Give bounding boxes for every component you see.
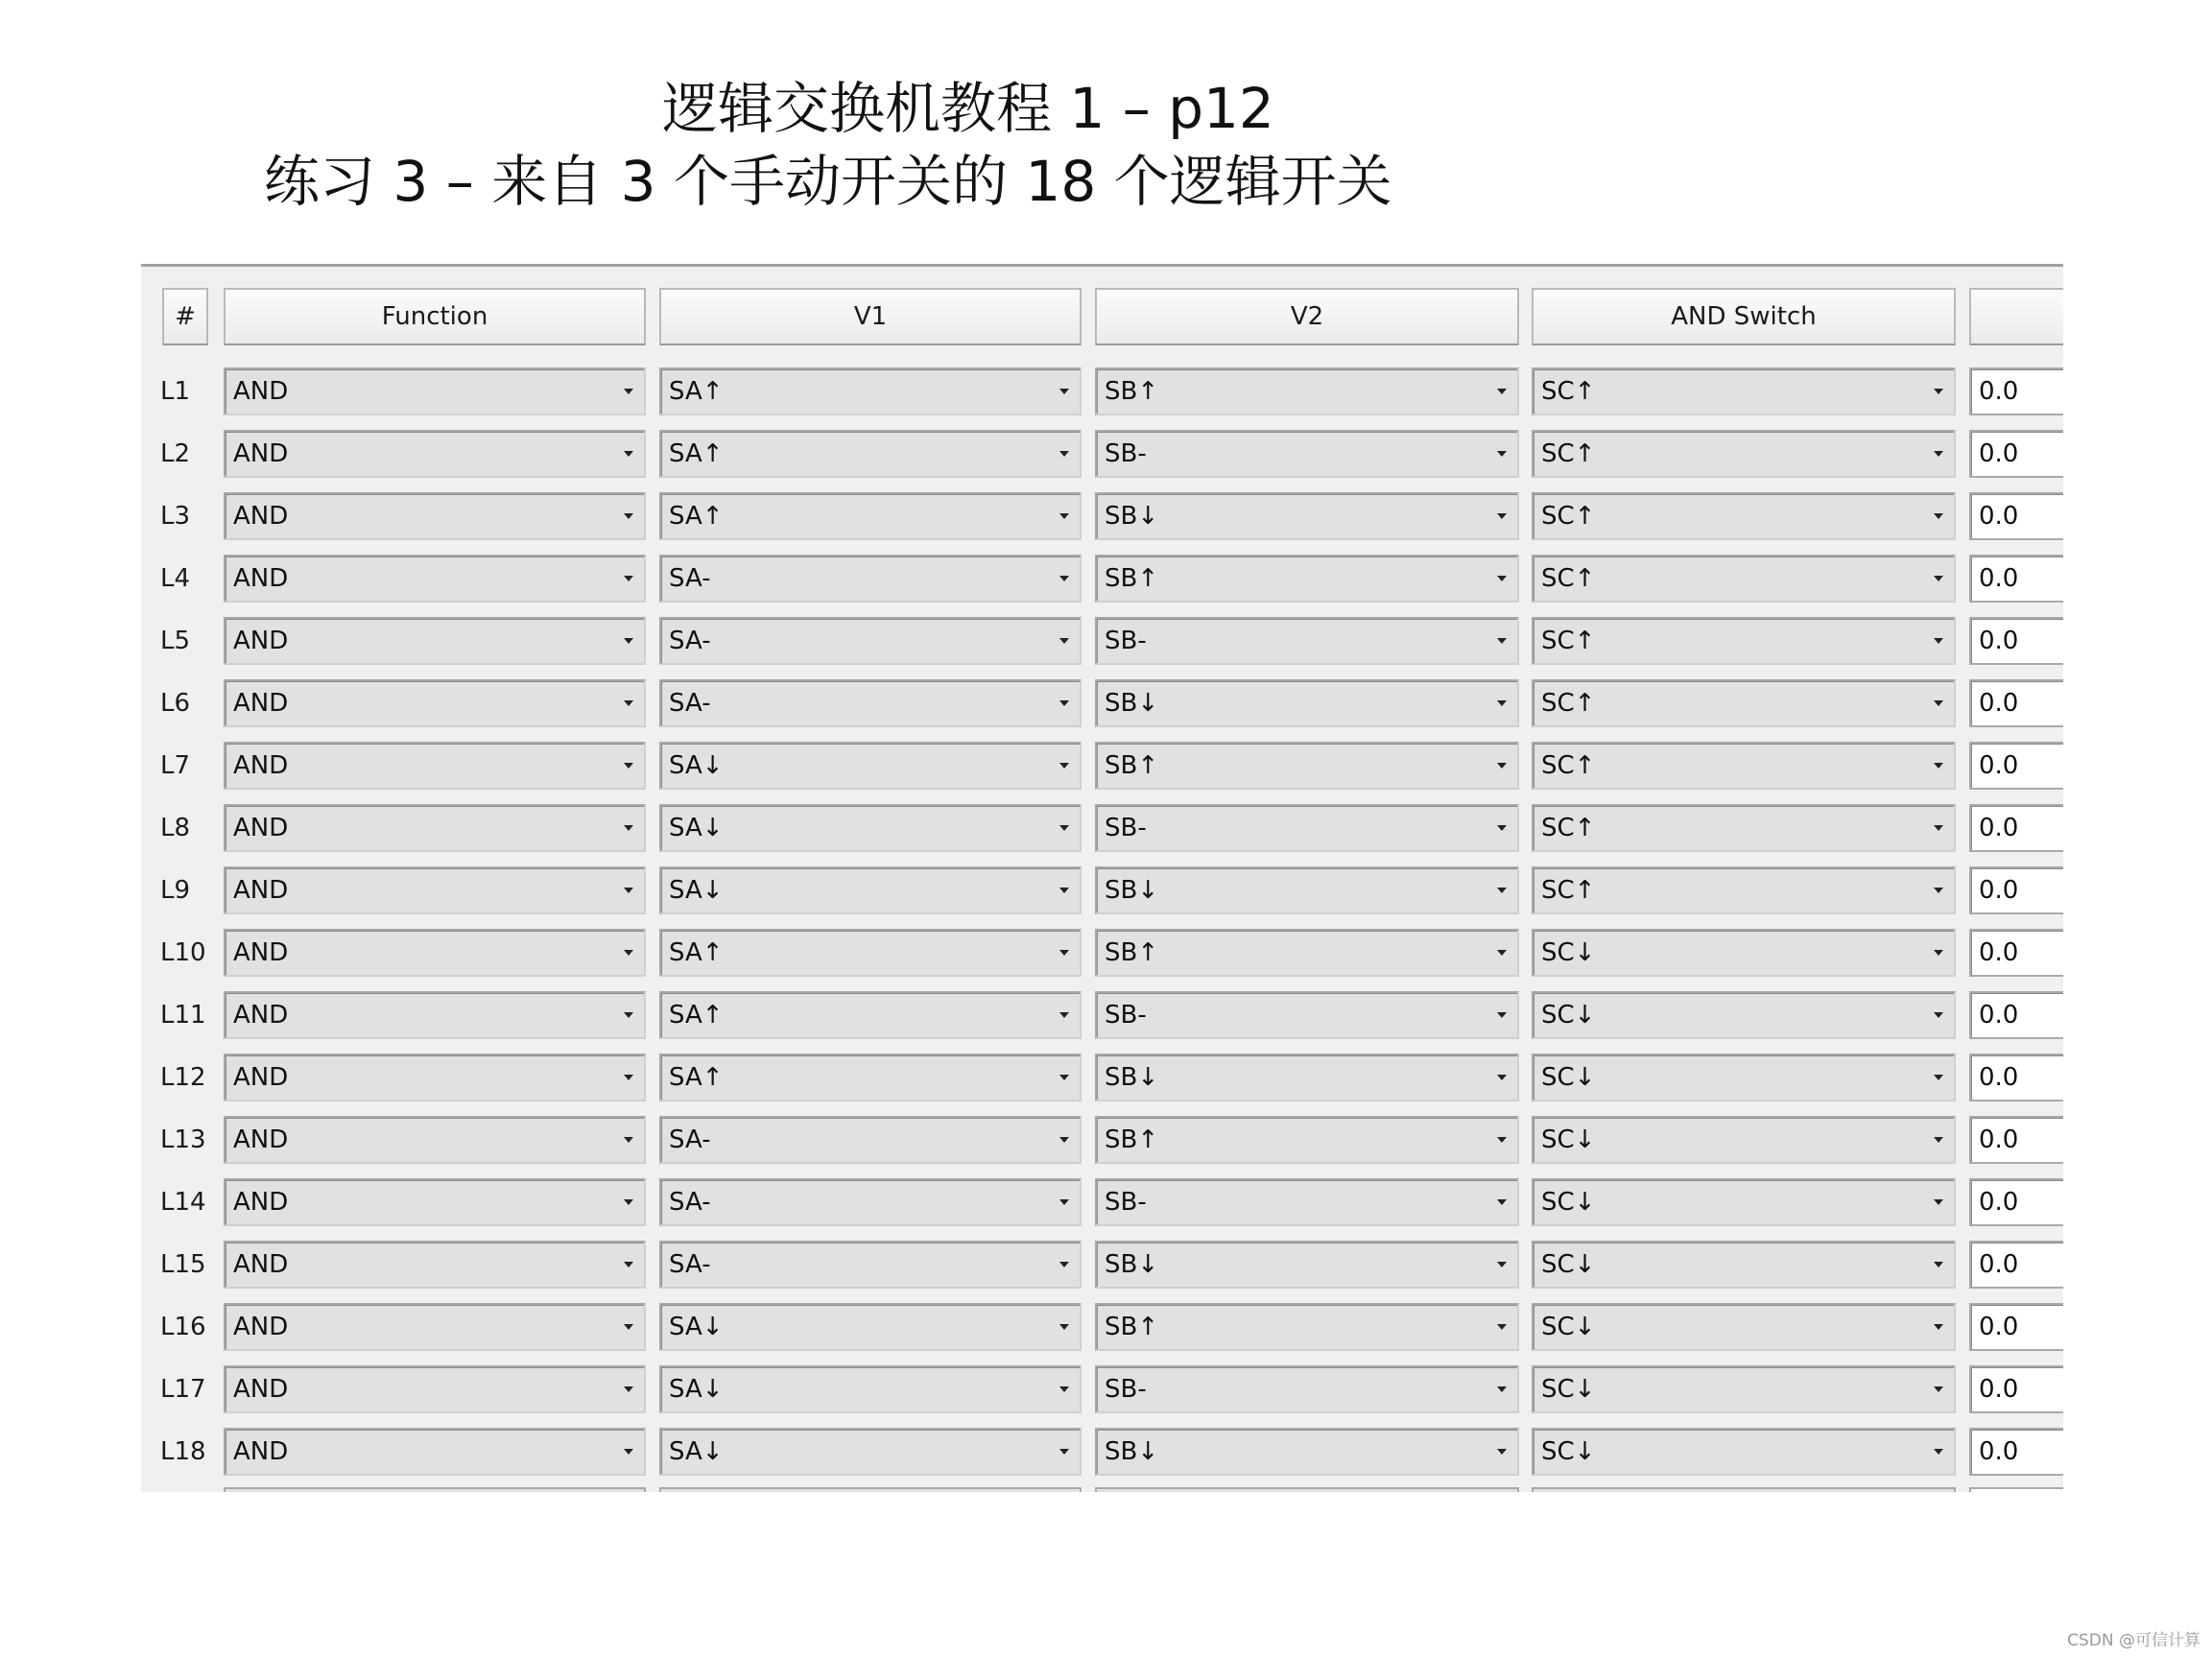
v1-select[interactable] — [659, 991, 1082, 1039]
v1-select[interactable] — [659, 1365, 1082, 1413]
and-switch-select-value: SC↑ — [1541, 564, 1596, 593]
v2-select-value: SB↑ — [1105, 938, 1159, 967]
v2-select-value: SB↑ — [1105, 751, 1159, 780]
function-select-value: AND — [233, 1313, 289, 1341]
v1-select-value: SA↓ — [669, 751, 724, 780]
chevron-down-icon[interactable] — [617, 432, 640, 476]
and-switch-select-value: SC↓ — [1541, 1188, 1596, 1217]
v1-select-value: SA↑ — [669, 439, 724, 468]
v2-select-value: SB- — [1105, 814, 1147, 842]
and-switch-select[interactable] — [1532, 1241, 1956, 1289]
and-switch-select-value: SC↑ — [1541, 876, 1596, 905]
row-label: L7 — [160, 751, 191, 780]
chevron-down-icon[interactable] — [1927, 494, 1950, 538]
v2-select-value: SB↓ — [1105, 1250, 1159, 1279]
duration-input[interactable]: 0.0 — [1969, 367, 2063, 415]
chevron-down-icon[interactable] — [1490, 1367, 1513, 1411]
function-select[interactable] — [224, 1428, 646, 1476]
chevron-down-icon[interactable] — [1053, 1305, 1076, 1349]
row-label: L6 — [160, 689, 191, 718]
v2-select-value: SB↓ — [1105, 689, 1159, 718]
chevron-down-icon[interactable] — [617, 806, 640, 850]
duration-input[interactable]: 0.0 — [1969, 804, 2063, 852]
and-switch-select[interactable] — [1532, 555, 1956, 603]
v2-select-value: SB- — [1105, 1375, 1147, 1404]
v2-select-value: SB- — [1105, 439, 1147, 468]
v1-select-value: SA- — [669, 1125, 711, 1154]
chevron-down-icon[interactable] — [1053, 744, 1076, 788]
row-label: L2 — [160, 439, 191, 468]
v1-select[interactable] — [659, 367, 1082, 415]
v2-select-value: SB- — [1105, 1001, 1147, 1030]
and-switch-select[interactable] — [1532, 617, 1956, 665]
chevron-down-icon[interactable] — [1053, 619, 1076, 663]
v1-select[interactable] — [659, 866, 1082, 914]
and-switch-select[interactable] — [1532, 492, 1956, 540]
v1-select[interactable] — [659, 679, 1082, 727]
v2-select[interactable] — [1095, 929, 1519, 977]
function-select-value: AND — [233, 1001, 289, 1030]
function-select-value: AND — [233, 876, 289, 905]
chevron-down-icon[interactable] — [1927, 993, 1950, 1037]
chevron-down-icon[interactable] — [1053, 1055, 1076, 1100]
and-switch-select[interactable] — [1532, 1303, 1956, 1351]
function-select-value: AND — [233, 1375, 289, 1404]
chevron-down-icon[interactable] — [617, 1180, 640, 1224]
v1-select-value: SA↓ — [669, 1313, 724, 1341]
v2-select-value: SB↓ — [1105, 502, 1159, 531]
chevron-down-icon[interactable] — [1490, 868, 1513, 912]
function-select[interactable] — [224, 1178, 646, 1226]
chevron-down-icon[interactable] — [1490, 1243, 1513, 1287]
v1-select-value: SA↑ — [669, 1001, 724, 1030]
and-switch-select[interactable] — [1532, 929, 1956, 977]
and-switch-select-value: SC↓ — [1541, 1313, 1596, 1341]
v1-select-value: SA↓ — [669, 814, 724, 842]
row-label: L18 — [160, 1437, 206, 1466]
v2-select[interactable] — [1095, 991, 1519, 1039]
and-switch-select-value: SC↑ — [1541, 689, 1596, 718]
function-select[interactable] — [224, 492, 646, 540]
v2-select[interactable] — [1095, 1365, 1519, 1413]
duration-input[interactable]: 0.0 — [1969, 866, 2063, 914]
v1-select[interactable] — [659, 1303, 1082, 1351]
duration-input[interactable]: 0.0 — [1969, 929, 2063, 977]
and-switch-select[interactable] — [1532, 367, 1956, 415]
function-select-value: AND — [233, 1188, 289, 1217]
chevron-down-icon[interactable] — [617, 1243, 640, 1287]
function-select-value: AND — [233, 439, 289, 468]
v2-select[interactable] — [1095, 742, 1519, 790]
function-select-value: AND — [233, 377, 289, 406]
chevron-down-icon[interactable] — [617, 868, 640, 912]
chevron-down-icon[interactable] — [1053, 993, 1076, 1037]
row-label: L4 — [160, 564, 191, 593]
chevron-down-icon[interactable] — [617, 619, 640, 663]
v2-select[interactable] — [1095, 866, 1519, 914]
header-and-switch: AND Switch — [1532, 288, 1956, 345]
v1-select-value: SA- — [669, 564, 711, 593]
chevron-down-icon[interactable] — [1927, 931, 1950, 975]
function-select-value: AND — [233, 814, 289, 842]
duration-input[interactable]: 0.0 — [1969, 1178, 2063, 1226]
function-select[interactable] — [224, 679, 646, 727]
v1-select[interactable] — [659, 1054, 1082, 1101]
row-label: L8 — [160, 814, 191, 842]
function-select[interactable] — [224, 1116, 646, 1164]
chevron-down-icon[interactable] — [1490, 744, 1513, 788]
function-select[interactable] — [224, 617, 646, 665]
header-v1: V1 — [659, 288, 1082, 345]
partial-row-function — [224, 1487, 646, 1492]
function-select-value: AND — [233, 1437, 289, 1466]
and-switch-select[interactable] — [1532, 1054, 1956, 1101]
chevron-down-icon[interactable] — [1490, 681, 1513, 725]
row-label: L15 — [160, 1250, 206, 1279]
logical-switches-table — [141, 264, 2063, 1492]
watermark: CSDN @可信计算 — [2067, 1631, 2200, 1650]
chevron-down-icon[interactable] — [1490, 806, 1513, 850]
chevron-down-icon[interactable] — [1053, 1118, 1076, 1162]
function-select[interactable] — [224, 1241, 646, 1289]
row-label: L12 — [160, 1063, 206, 1092]
and-switch-select-value: SC↑ — [1541, 751, 1596, 780]
v2-select[interactable] — [1095, 617, 1519, 665]
chevron-down-icon[interactable] — [1053, 557, 1076, 601]
function-select-value: AND — [233, 751, 289, 780]
duration-input[interactable]: 0.0 — [1969, 679, 2063, 727]
duration-input[interactable]: 0.0 — [1969, 1365, 2063, 1413]
partial-row-and-switch — [1532, 1487, 1956, 1492]
chevron-down-icon[interactable] — [1927, 369, 1950, 414]
and-switch-select-value: SC↓ — [1541, 1125, 1596, 1154]
v1-select-value: SA↓ — [669, 1375, 724, 1404]
row-label: L1 — [160, 377, 191, 406]
function-select[interactable] — [224, 367, 646, 415]
and-switch-select[interactable] — [1532, 1365, 1956, 1413]
v1-select-value: SA- — [669, 689, 711, 718]
and-switch-select-value: SC↑ — [1541, 377, 1596, 406]
chevron-down-icon[interactable] — [1053, 868, 1076, 912]
chevron-down-icon[interactable] — [1927, 1055, 1950, 1100]
function-select[interactable] — [224, 866, 646, 914]
v1-select[interactable] — [659, 1428, 1082, 1476]
row-label: L14 — [160, 1188, 206, 1217]
and-switch-select-value: SC↑ — [1541, 627, 1596, 655]
chevron-down-icon[interactable] — [1490, 931, 1513, 975]
v1-select[interactable] — [659, 555, 1082, 603]
function-select-value: AND — [233, 1063, 289, 1092]
v2-select[interactable] — [1095, 492, 1519, 540]
chevron-down-icon[interactable] — [1490, 619, 1513, 663]
v2-select[interactable] — [1095, 430, 1519, 478]
function-select[interactable] — [224, 929, 646, 977]
and-switch-select[interactable] — [1532, 1116, 1956, 1164]
chevron-down-icon[interactable] — [1053, 432, 1076, 476]
chevron-down-icon[interactable] — [1490, 1118, 1513, 1162]
chevron-down-icon[interactable] — [617, 1055, 640, 1100]
duration-input[interactable]: 0.0 — [1969, 1116, 2063, 1164]
function-select[interactable] — [224, 555, 646, 603]
chevron-down-icon[interactable] — [1927, 1367, 1950, 1411]
v1-select[interactable] — [659, 430, 1082, 478]
v1-select[interactable] — [659, 617, 1082, 665]
header-num: # — [162, 288, 208, 345]
row-label: L11 — [160, 1001, 206, 1030]
title-line-2: 练习 3 – 来自 3 个手动开关的 18 个逻辑开关 — [264, 149, 1392, 214]
v2-select[interactable] — [1095, 1303, 1519, 1351]
chevron-down-icon[interactable] — [1927, 432, 1950, 476]
and-switch-select[interactable] — [1532, 1428, 1956, 1476]
chevron-down-icon[interactable] — [617, 369, 640, 414]
function-select[interactable] — [224, 1303, 646, 1351]
and-switch-select-value: SC↓ — [1541, 1250, 1596, 1279]
v1-select[interactable] — [659, 804, 1082, 852]
chevron-down-icon[interactable] — [1053, 681, 1076, 725]
row-label: L16 — [160, 1313, 206, 1341]
v1-select-value: SA- — [669, 1250, 711, 1279]
and-switch-select-value: SC↑ — [1541, 814, 1596, 842]
and-switch-select-value: SC↓ — [1541, 1437, 1596, 1466]
duration-input[interactable]: 0.0 — [1969, 1428, 2063, 1476]
v1-select-value: SA↑ — [669, 1063, 724, 1092]
v1-select[interactable] — [659, 1116, 1082, 1164]
function-select-value: AND — [233, 938, 289, 967]
duration-input[interactable]: 0.0 — [1969, 555, 2063, 603]
chevron-down-icon[interactable] — [617, 1305, 640, 1349]
function-select[interactable] — [224, 742, 646, 790]
and-switch-select-value: SC↓ — [1541, 1375, 1596, 1404]
partial-row-v2 — [1095, 1487, 1519, 1492]
duration-input[interactable]: 0.0 — [1969, 1241, 2063, 1289]
header-function: Function — [224, 288, 646, 345]
row-label: L17 — [160, 1375, 206, 1404]
header-duration — [1969, 288, 2063, 345]
chevron-down-icon[interactable] — [1927, 557, 1950, 601]
v2-select[interactable] — [1095, 1116, 1519, 1164]
v1-select-value: SA- — [669, 1188, 711, 1217]
v2-select-value: SB↓ — [1105, 1437, 1159, 1466]
chevron-down-icon[interactable] — [1927, 619, 1950, 663]
v2-select[interactable] — [1095, 1241, 1519, 1289]
chevron-down-icon[interactable] — [617, 557, 640, 601]
function-select-value: AND — [233, 1250, 289, 1279]
and-switch-select[interactable] — [1532, 804, 1956, 852]
function-select-value: AND — [233, 1125, 289, 1154]
duration-input[interactable]: 0.0 — [1969, 1054, 2063, 1101]
and-switch-select-value: SC↓ — [1541, 1063, 1596, 1092]
v2-select[interactable] — [1095, 679, 1519, 727]
chevron-down-icon[interactable] — [1053, 931, 1076, 975]
chevron-down-icon[interactable] — [617, 1367, 640, 1411]
chevron-down-icon[interactable] — [617, 681, 640, 725]
chevron-down-icon[interactable] — [1053, 1367, 1076, 1411]
v2-select[interactable] — [1095, 555, 1519, 603]
v2-select-value: SB↓ — [1105, 876, 1159, 905]
and-switch-select-value: SC↑ — [1541, 439, 1596, 468]
v2-select[interactable] — [1095, 1054, 1519, 1101]
v2-select[interactable] — [1095, 1428, 1519, 1476]
v1-select-value: SA↓ — [669, 1437, 724, 1466]
chevron-down-icon[interactable] — [1053, 1430, 1076, 1474]
chevron-down-icon[interactable] — [1927, 1180, 1950, 1224]
chevron-down-icon[interactable] — [1927, 1430, 1950, 1474]
v2-select-value: SB↑ — [1105, 1125, 1159, 1154]
partial-row-v1 — [659, 1487, 1082, 1492]
v1-select[interactable] — [659, 1178, 1082, 1226]
chevron-down-icon[interactable] — [1490, 1055, 1513, 1100]
chevron-down-icon[interactable] — [1490, 1180, 1513, 1224]
chevron-down-icon[interactable] — [1053, 1180, 1076, 1224]
chevron-down-icon[interactable] — [617, 1118, 640, 1162]
and-switch-select-value: SC↓ — [1541, 938, 1596, 967]
chevron-down-icon[interactable] — [617, 1430, 640, 1474]
and-switch-select[interactable] — [1532, 1178, 1956, 1226]
chevron-down-icon[interactable] — [1927, 1118, 1950, 1162]
v2-select-value: SB↑ — [1105, 1313, 1159, 1341]
and-switch-select[interactable] — [1532, 866, 1956, 914]
chevron-down-icon[interactable] — [1927, 1243, 1950, 1287]
v1-select[interactable] — [659, 742, 1082, 790]
duration-input[interactable]: 0.0 — [1969, 617, 2063, 665]
row-label: L10 — [160, 938, 206, 967]
chevron-down-icon[interactable] — [1927, 744, 1950, 788]
v1-select[interactable] — [659, 492, 1082, 540]
and-switch-select[interactable] — [1532, 430, 1956, 478]
header-v2: V2 — [1095, 288, 1519, 345]
chevron-down-icon[interactable] — [1053, 806, 1076, 850]
v2-select-value: SB↑ — [1105, 377, 1159, 406]
v1-select-value: SA↑ — [669, 502, 724, 531]
function-select-value: AND — [233, 564, 289, 593]
chevron-down-icon[interactable] — [1490, 1430, 1513, 1474]
function-select[interactable] — [224, 804, 646, 852]
duration-input[interactable]: 0.0 — [1969, 430, 2063, 478]
v2-select[interactable] — [1095, 1178, 1519, 1226]
duration-input[interactable]: 0.0 — [1969, 991, 2063, 1039]
row-label: L9 — [160, 876, 191, 905]
chevron-down-icon[interactable] — [1053, 1243, 1076, 1287]
function-select[interactable] — [224, 991, 646, 1039]
function-select-value: AND — [233, 689, 289, 718]
title-line-1: 逻辑交换机教程 1 – p12 — [662, 76, 1274, 141]
chevron-down-icon[interactable] — [1490, 993, 1513, 1037]
row-label: L5 — [160, 627, 191, 655]
duration-input[interactable]: 0.0 — [1969, 742, 2063, 790]
function-select-value: AND — [233, 502, 289, 531]
partial-row-duration — [1969, 1487, 2063, 1492]
v1-select-value: SA↑ — [669, 377, 724, 406]
chevron-down-icon[interactable] — [1490, 557, 1513, 601]
function-select[interactable] — [224, 1054, 646, 1101]
row-label: L13 — [160, 1125, 206, 1154]
chevron-down-icon[interactable] — [1053, 369, 1076, 414]
and-switch-select[interactable] — [1532, 679, 1956, 727]
chevron-down-icon[interactable] — [1053, 494, 1076, 538]
chevron-down-icon[interactable] — [1490, 1305, 1513, 1349]
chevron-down-icon[interactable] — [617, 494, 640, 538]
v2-select-value: SB↑ — [1105, 564, 1159, 593]
and-switch-select[interactable] — [1532, 742, 1956, 790]
v1-select[interactable] — [659, 929, 1082, 977]
chevron-down-icon[interactable] — [1927, 681, 1950, 725]
and-switch-select[interactable] — [1532, 991, 1956, 1039]
chevron-down-icon[interactable] — [1490, 369, 1513, 414]
chevron-down-icon[interactable] — [1490, 432, 1513, 476]
v1-select-value: SA↑ — [669, 938, 724, 967]
v2-select-value: SB↓ — [1105, 1063, 1159, 1092]
function-select-value: AND — [233, 627, 289, 655]
function-select[interactable] — [224, 430, 646, 478]
chevron-down-icon[interactable] — [1490, 494, 1513, 538]
v2-select-value: SB- — [1105, 627, 1147, 655]
chevron-down-icon[interactable] — [617, 931, 640, 975]
row-label: L3 — [160, 502, 191, 531]
function-select[interactable] — [224, 1365, 646, 1413]
duration-input[interactable]: 0.0 — [1969, 492, 2063, 540]
v1-select-value: SA↓ — [669, 876, 724, 905]
v2-select-value: SB- — [1105, 1188, 1147, 1217]
chevron-down-icon[interactable] — [1927, 806, 1950, 850]
chevron-down-icon[interactable] — [1927, 1305, 1950, 1349]
v2-select[interactable] — [1095, 367, 1519, 415]
v1-select[interactable] — [659, 1241, 1082, 1289]
chevron-down-icon[interactable] — [617, 744, 640, 788]
duration-input[interactable]: 0.0 — [1969, 1303, 2063, 1351]
chevron-down-icon[interactable] — [617, 993, 640, 1037]
v2-select[interactable] — [1095, 804, 1519, 852]
and-switch-select-value: SC↓ — [1541, 1001, 1596, 1030]
chevron-down-icon[interactable] — [1927, 868, 1950, 912]
v1-select-value: SA- — [669, 627, 711, 655]
and-switch-select-value: SC↑ — [1541, 502, 1596, 531]
